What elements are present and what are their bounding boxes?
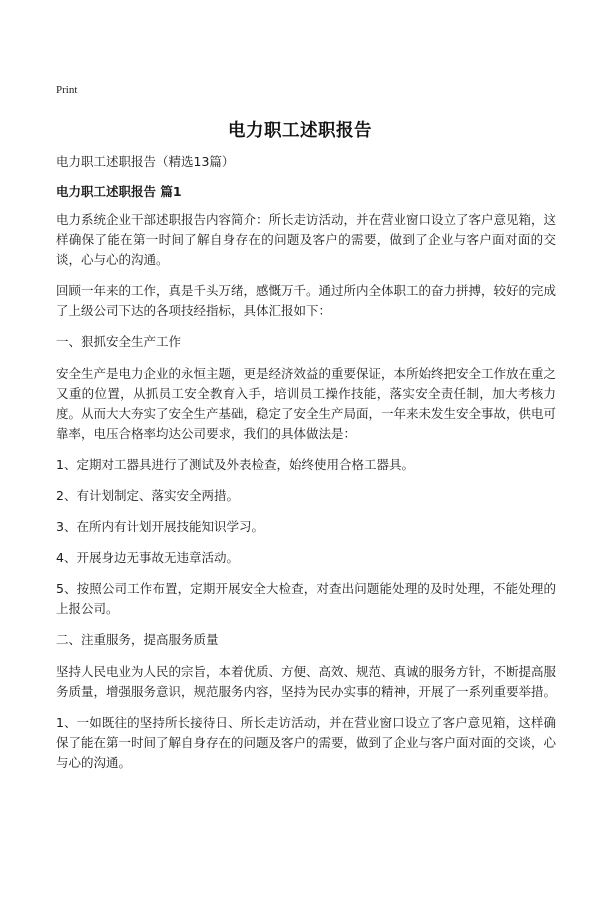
paragraph-review: 回顾一年来的工作，真是千头万绪，感慨万千。通过所内全体职工的奋力拼搏，较好的完成了上级公司下达的各项技经指标，具体汇报如下： [56,283,557,318]
paragraph-intro: 电力系统企业干部述职报告内容简介：所长走访活动，并在营业窗口设立了客户意见箱，这样确保了能在第一时间了解自身存在的问题及客户的需要，做到了企业与客户面对面的交谈，心与心的沟通。 [56,212,557,267]
list-item-5: 5、按照公司工作布置，定期开展安全大检查，对查出问题能处理的及时处理，不能处理的上报公司。 [56,581,556,616]
print-label: Print [56,84,78,96]
list-item-4: 4、开展身边无事故无违章活动。 [56,550,239,565]
document-body [56,153,556,784]
paragraph-safety: 安全生产是电力企业的永恒主题，更是经济效益的重要保证，本所始终把安全工作放在重之又重的位置，从抓员工安全教育入手，培训员工操作技能，落实安全责任制，加大考核力度。从而大大夯实了安全生产基础，稳定了安全生产局面，一年来未发生安全事故，供电可靠率，电压合格率均达公司要求，我们的具体做法是： [56,366,557,441]
list-item-3: 3、在所内有计划开展技能知识学习。 [56,519,264,534]
document-title: 电力职工述职报告 [228,121,372,141]
paragraph-service-item-1: 1、一如既往的坚持所长接待日、所长走访活动，并在营业窗口设立了客户意见箱，这样确保了能在第一时间了解自身存在的问题及客户的需要，做到了企业与客户面对面的交谈，心与心的沟通。 [56,715,557,770]
document-subtitle: 电力职工述职报告（精选13篇） [56,154,235,169]
heading-safety: 一、狠抓安全生产工作 [56,334,182,349]
list-item-1: 1、定期对工器具进行了测试及外表检查，始终使用合格工器具。 [56,457,414,472]
section-title: 电力职工述职报告 篇1 [56,184,182,199]
list-item-2: 2、有计划制定、落实安全两措。 [56,488,239,503]
paragraph-service: 坚持人民电业为人民的宗旨，本着优质、方便、高效、规范、真诚的服务方针，不断提高服务质量，增强服务意识，规范服务内容，坚持为民办实事的精神，开展了一系列重要举措。 [56,664,557,699]
heading-service: 二、注重服务，提高服务质量 [56,632,219,647]
